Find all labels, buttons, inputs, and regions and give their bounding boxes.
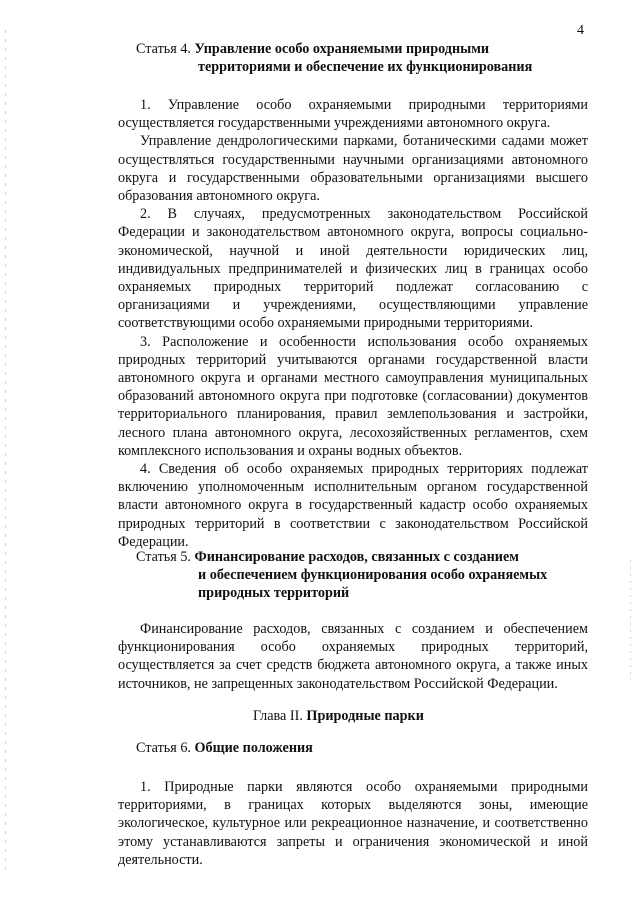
article5-body xyxy=(118,620,588,693)
article4-paragraph-3: 2. В случаях, предусмотренных законодательством Российской Федерации и законодательством автономного округа, вопросы социально-экономической, научной и иной деятельности юридических лиц, индивидуальных предпринимателей и физических лиц в границах особо охраняемых природных территорий подлежат согласованию с организациями и учреждениями, осуществляющими управление соответствующими особо охраняемыми природными территориями. xyxy=(118,206,588,332)
article5-prefix: Статья 5. xyxy=(136,549,191,565)
article4-heading xyxy=(136,40,586,76)
article6-heading xyxy=(136,739,586,757)
article4-paragraph-4: 3. Расположение и особенности использования особо охраняемых природных территорий учитываются органами государственной власти автономного округа и органами местного самоуправления муниципальных образований автономного округа при подготовке (согласовании) документов территориального планирования, правил землепользования и застройки, лесного плана автономного округа, лесохозяйственных регламентов, схем комплексного использования и охраны водных объектов. xyxy=(118,333,588,459)
article5-title-line2: и обеспечением функционирования особо охраняемых xyxy=(198,567,548,584)
article6-body xyxy=(118,778,588,869)
article4-paragraph-2: Управление дендрологическими парками, ботаническими садами может осуществляться государственными научными организациями автономного округа и государственными образовательными организациями высшего образования автономного округа. xyxy=(118,133,588,205)
chapter2-heading xyxy=(253,707,424,725)
article4-title-line1: Управление особо охраняемыми природными xyxy=(194,41,490,57)
article6-prefix: Статья 6. xyxy=(136,740,191,756)
scan-edge-right xyxy=(630,560,631,680)
article4-paragraph-1: 1. Управление особо охраняемыми природными территориями осуществляется государственными учреждениями автономного округа. xyxy=(118,97,588,132)
article4-title-line2: территориями и обеспечение их функционирования xyxy=(198,59,533,76)
article6-title: Общие положения xyxy=(194,740,313,756)
article4-body xyxy=(118,96,588,551)
page-number: 4 xyxy=(577,23,584,38)
article6-paragraph: 1. Природные парки являются особо охраняемыми природными территориями, в границах которых выделяются зоны, имеющие экологическое, культурное или рекреационное назначение, и соответственно этому устанавливаются запреты и ограничения экономической и иной деятельности. xyxy=(118,779,588,868)
article5-title-line3: природных территорий xyxy=(198,585,350,602)
chapter2-prefix: Глава II. xyxy=(253,708,303,724)
scan-edge-left xyxy=(5,30,6,870)
article4-prefix: Статья 4. xyxy=(136,41,191,57)
chapter2-title: Природные парки xyxy=(306,708,424,724)
article5-title-line1: Финансирование расходов, связанных с созданием xyxy=(194,549,519,565)
article5-paragraph: Финансирование расходов, связанных с созданием и обеспечением функционирования особо охраняемых природных территорий, осуществляется за счет средств бюджета автономного округа, а также иных источников, не запрещенных законодательством Российской Федерации. xyxy=(118,621,588,692)
article5-heading xyxy=(136,548,586,603)
article4-paragraph-5: 4. Сведения об особо охраняемых природных территориях подлежат включению уполномоченным исполнительным органом государственной власти автономного округа в государственный кадастр особо охраняемых природных территорий в соответствии с законодательством Российской Федерации. xyxy=(118,461,588,550)
